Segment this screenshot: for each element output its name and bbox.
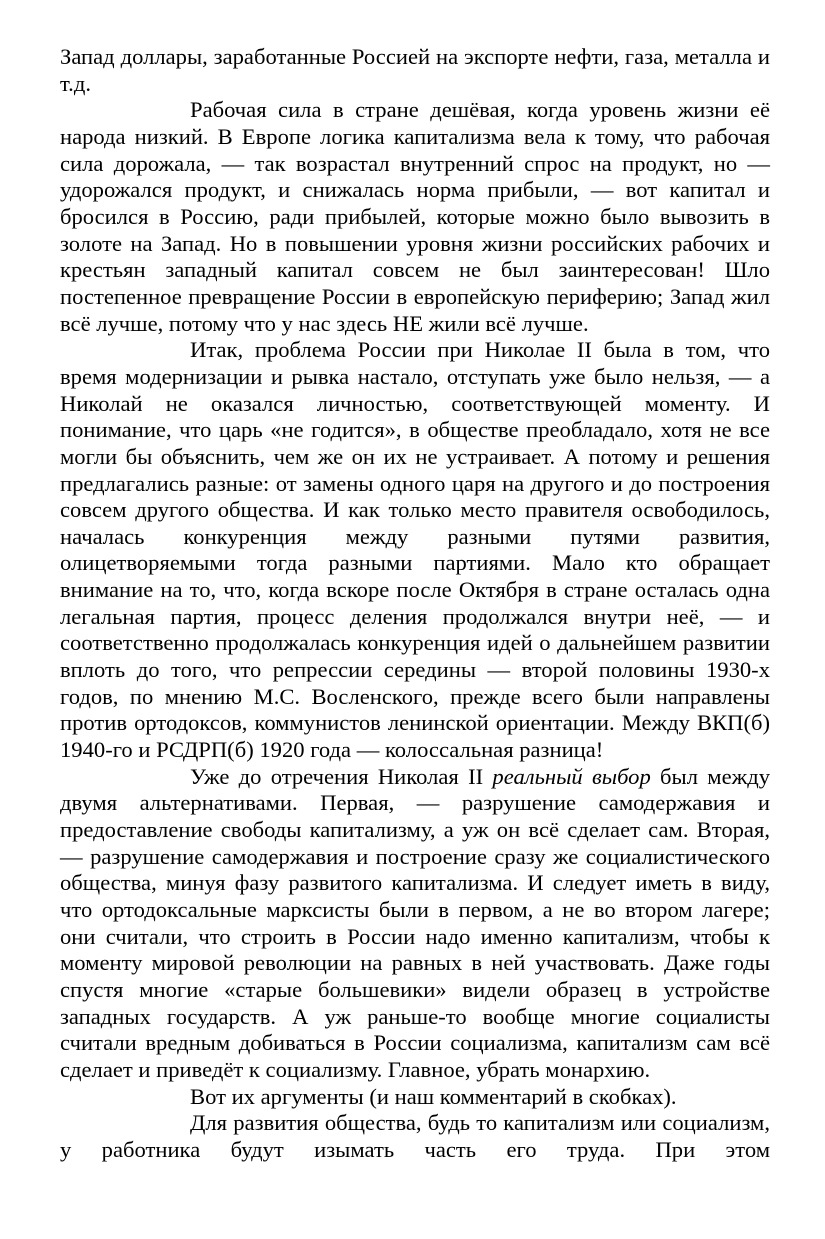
document-page	[60, 44, 770, 1164]
paragraph-6	[60, 1110, 770, 1163]
paragraph-3	[60, 337, 770, 764]
paragraph-4	[60, 764, 770, 1084]
paragraph-2	[60, 97, 770, 337]
paragraph-5	[60, 1084, 770, 1111]
paragraph-3-text: Итак, проблема России при Николае II была в том, что время модернизации и рывка настало, отступать уже было нельзя, — а Николай не оказался личностью, соответствующей моменту. И понимание, что царь «не годится», в обществе преобладало, хотя не все могли бы объяснить, чем же он их не устраивает. А потому и решения предлагались разные: от замены одного царя на другого и до построения совсем другого общества. И как только место правителя освободилось, началась конкуренция между разными путями развития, олицетворяемыми тогда разными партиями. Мало кто обращает внимание на то, что, когда вскоре после Октября в стране осталась одна легальная партия, процесс деления продолжался внутри неё, — и соответственно продолжалась конкуренция идей о дальнейшем развитии вплоть до того, что репрессии середины — второй половины 1930-х годов, по мнению М.С. Восленского, прежде всего были направлены против ортодоксов, коммунистов ленинской ориентации. Между ВКП(б) 1940-го и РСДРП(б) 1920 года — колоссальная разница!	[60, 337, 770, 763]
paragraph-6-text: Для развития общества, будь то капитализм или социализм, у работника будут изымать часть его труда. При этом	[60, 1110, 770, 1162]
paragraph-1-text: Запад доллары, заработанные Россией на экспорте нефти, газа, металла и т.д.	[60, 44, 770, 96]
paragraph-2-text: Рабочая сила в стране дешёвая, когда уровень жизни её народа низкий. В Европе логика капитализма вела к тому, что рабочая сила дорожала, — так возрастал внутренний спрос на продукт, но — удорожался продукт, и снижалась норма прибыли, — вот капитал и бросился в Россию, ради прибылей, которые можно было вывозить в золоте на Запад. Но в повышении уровня жизни российских рабочих и крестьян западный капитал совсем не был заинтересован! Шло постепенное превращение России в европейскую периферию; Запад жил всё лучше, потому что у нас здесь НЕ жили всё лучше.	[60, 97, 770, 336]
paragraph-1	[60, 44, 770, 97]
paragraph-4-italic-phrase: реальный выбор	[492, 763, 651, 789]
paragraph-4-text-start: Уже до отречения Николая II	[190, 763, 493, 789]
paragraph-5-text: Вот их аргументы (и наш комментарий в скобках).	[190, 1083, 677, 1109]
paragraph-4-text-rest: был между двумя альтернативами. Первая, — разрушение самодержавия и предоставление свободы капитализму, а уж он всё сделает сам. Вторая, — разрушение самодержавия и построение сразу же социалистического общества, минуя фазу развитого капитализма. И следует иметь в виду, что ортодоксальные марксисты были в первом, а не во втором лагере; они считали, что строить в России надо именно капитализм, чтобы к моменту мировой революции на равных в ней участвовать. Даже годы спустя многие «старые большевики» видели образец в устройстве западных государств. А уж раньше-то вообще многие социалисты считали вредным добиваться в России социализма, капитализм сам всё сделает и приведёт к социализму. Главное, убрать монархию.	[60, 763, 770, 1082]
